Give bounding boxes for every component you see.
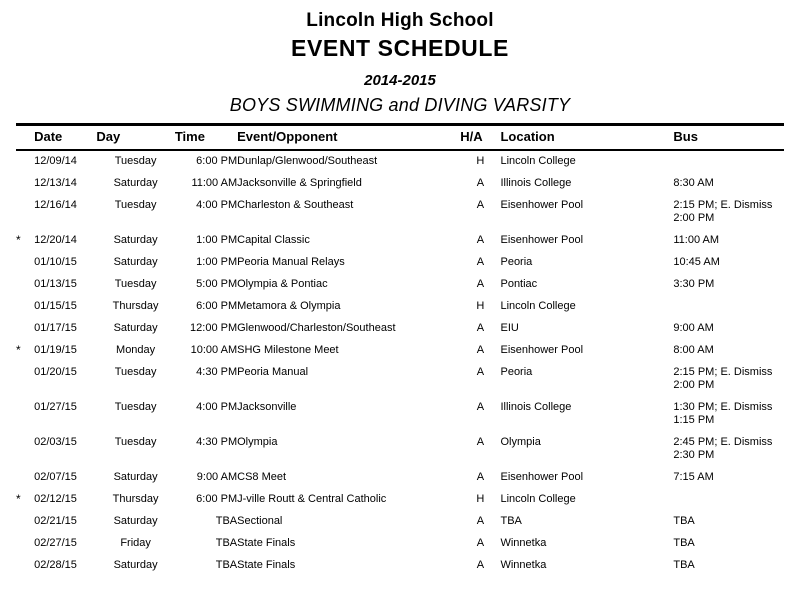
row-date: 02/27/15 <box>34 537 77 549</box>
row-star-marker: * <box>16 233 21 247</box>
table-row <box>16 340 784 362</box>
row-time: TBA <box>215 515 238 527</box>
row-day: Saturday <box>113 234 158 246</box>
table-row <box>16 195 784 230</box>
row-bus: TBA <box>673 559 695 571</box>
row-day: Monday <box>116 344 156 356</box>
row-event: Peoria Manual Relays <box>237 256 345 268</box>
row-location: Eisenhower Pool <box>500 234 584 246</box>
row-event: CS8 Meet <box>237 471 287 483</box>
row-star-marker <box>16 296 34 318</box>
row-bus: 8:30 AM <box>673 177 714 189</box>
row-star-marker <box>16 173 34 195</box>
row-time: 12:00 PM <box>190 322 238 334</box>
row-event: Sectional <box>237 515 283 527</box>
row-event: Glenwood/Charleston/Southeast <box>237 322 396 334</box>
team-label: BOYS SWIMMING and DIVING VARSITY <box>229 95 571 115</box>
season-label: 2014-2015 <box>364 72 436 89</box>
row-time: 9:00 AM <box>196 471 238 483</box>
column-header-ha: H/A <box>460 129 483 144</box>
row-star-marker <box>16 533 34 555</box>
table-row <box>16 467 784 489</box>
row-time: 5:00 PM <box>196 278 238 290</box>
row-day: Saturday <box>113 256 158 268</box>
column-header-time: Time <box>174 129 205 144</box>
schedule-table <box>16 126 784 577</box>
table-row <box>16 362 784 397</box>
row-day: Tuesday <box>114 278 157 290</box>
row-bus <box>673 296 784 318</box>
row-event: Dunlap/Glenwood/Southeast <box>237 155 378 167</box>
row-time: TBA <box>215 537 238 549</box>
table-header-row <box>16 126 784 150</box>
table-row <box>16 432 784 467</box>
row-day: Friday <box>120 537 151 549</box>
column-header-date: Date <box>34 129 63 144</box>
row-day: Saturday <box>113 177 158 189</box>
row-home-away: A <box>476 436 485 448</box>
row-bus: 11:00 AM <box>673 234 720 246</box>
row-location: Eisenhower Pool <box>500 344 584 356</box>
row-bus: 7:15 AM <box>673 471 714 483</box>
row-event: Charleston & Southeast <box>237 199 354 211</box>
row-date: 02/03/15 <box>34 436 77 448</box>
row-home-away: A <box>476 401 485 413</box>
row-bus: 2:15 PM; E. Dismiss 2:00 PM <box>673 199 773 224</box>
row-day: Thursday <box>112 300 159 312</box>
table-row <box>16 318 784 340</box>
row-bus: 8:00 AM <box>673 344 714 356</box>
page-title: EVENT SCHEDULE <box>291 35 509 61</box>
row-location: Eisenhower Pool <box>500 199 584 211</box>
row-home-away: A <box>476 537 485 549</box>
row-location: Lincoln College <box>500 155 576 167</box>
table-row <box>16 555 784 577</box>
row-event: SHG Milestone Meet <box>237 344 339 356</box>
row-bus: 2:15 PM; E. Dismiss 2:00 PM <box>673 366 773 391</box>
row-event: Metamora & Olympia <box>237 300 341 312</box>
row-event: Jacksonville <box>237 401 297 413</box>
row-day: Tuesday <box>114 199 157 211</box>
row-star-marker <box>16 511 34 533</box>
row-day: Saturday <box>113 559 158 571</box>
column-header-event: Event/Opponent <box>237 129 338 144</box>
row-date: 01/27/15 <box>34 401 77 413</box>
table-row <box>16 533 784 555</box>
row-event: Olympia & Pontiac <box>237 278 328 290</box>
row-star-marker: * <box>16 343 21 357</box>
row-location: Illinois College <box>500 401 572 413</box>
row-location: Winnetka <box>500 537 547 549</box>
column-header-bus: Bus <box>673 129 698 144</box>
row-location: Olympia <box>500 436 541 448</box>
row-date: 12/16/14 <box>34 199 77 211</box>
row-star-marker <box>16 467 34 489</box>
row-location: EIU <box>500 322 519 334</box>
table-row <box>16 252 784 274</box>
row-bus <box>673 489 784 511</box>
row-home-away: A <box>476 234 485 246</box>
table-row <box>16 173 784 195</box>
row-date: 01/15/15 <box>34 300 77 312</box>
row-time: TBA <box>215 559 238 571</box>
row-day: Tuesday <box>114 366 157 378</box>
row-date: 01/13/15 <box>34 278 77 290</box>
row-bus <box>673 150 784 173</box>
table-row <box>16 296 784 318</box>
row-home-away: H <box>476 300 485 312</box>
row-location: Winnetka <box>500 559 547 571</box>
row-event: Capital Classic <box>237 234 310 246</box>
row-home-away: A <box>476 515 485 527</box>
row-bus: 3:30 PM <box>673 278 715 290</box>
row-home-away: A <box>476 559 485 571</box>
row-date: 02/12/15 <box>34 493 77 505</box>
table-row <box>16 274 784 296</box>
row-home-away: A <box>476 177 485 189</box>
row-location: Peoria <box>500 366 533 378</box>
row-date: 01/20/15 <box>34 366 77 378</box>
row-event: Peoria Manual <box>237 366 309 378</box>
schedule-table-body <box>16 150 784 577</box>
row-location: Pontiac <box>500 278 538 290</box>
row-day: Saturday <box>113 515 158 527</box>
row-star-marker <box>16 252 34 274</box>
table-row <box>16 511 784 533</box>
document-header <box>16 0 784 117</box>
row-bus: 2:45 PM; E. Dismiss 2:30 PM <box>673 436 773 461</box>
column-header-location: Location <box>500 129 555 144</box>
row-day: Tuesday <box>114 155 157 167</box>
row-date: 02/07/15 <box>34 471 77 483</box>
row-bus: 10:45 AM <box>673 256 720 268</box>
row-star-marker <box>16 195 34 230</box>
row-time: 4:30 PM <box>196 366 238 378</box>
row-time: 11:00 AM <box>191 177 238 189</box>
row-event: J-ville Routt & Central Catholic <box>237 493 387 505</box>
row-event: Olympia <box>237 436 278 448</box>
row-date: 12/09/14 <box>34 155 77 167</box>
column-header-day: Day <box>96 129 121 144</box>
row-home-away: A <box>476 471 485 483</box>
row-time: 4:30 PM <box>196 436 238 448</box>
row-star-marker <box>16 150 34 173</box>
row-home-away: A <box>476 199 485 211</box>
row-event: Jacksonville & Springfield <box>237 177 362 189</box>
row-date: 12/13/14 <box>34 177 77 189</box>
row-day: Saturday <box>113 322 158 334</box>
row-star-marker: * <box>16 492 21 506</box>
row-bus: TBA <box>673 515 695 527</box>
row-bus: 1:30 PM; E. Dismiss 1:15 PM <box>673 401 773 426</box>
row-star-marker <box>16 274 34 296</box>
row-home-away: A <box>476 278 485 290</box>
row-home-away: A <box>476 344 485 356</box>
row-location: Lincoln College <box>500 493 576 505</box>
table-row <box>16 397 784 432</box>
row-date: 02/21/15 <box>34 515 77 527</box>
row-home-away: H <box>476 155 485 167</box>
row-time: 10:00 AM <box>190 344 238 356</box>
row-date: 01/19/15 <box>34 344 77 356</box>
row-location: Lincoln College <box>500 300 576 312</box>
table-row <box>16 150 784 173</box>
row-location: Illinois College <box>500 177 572 189</box>
row-date: 01/10/15 <box>34 256 77 268</box>
table-row <box>16 489 784 511</box>
row-star-marker <box>16 397 34 432</box>
row-star-marker <box>16 555 34 577</box>
row-day: Tuesday <box>114 436 157 448</box>
row-home-away: A <box>476 322 485 334</box>
row-location: TBA <box>500 515 522 527</box>
row-location: Peoria <box>500 256 533 268</box>
row-time: 6:00 PM <box>196 155 238 167</box>
row-time: 1:00 PM <box>196 256 238 268</box>
row-time: 4:00 PM <box>196 401 238 413</box>
row-bus: 9:00 AM <box>673 322 714 334</box>
row-time: 6:00 PM <box>196 300 238 312</box>
row-home-away: A <box>476 366 485 378</box>
school-name: Lincoln High School <box>306 10 494 31</box>
column-header-star <box>16 126 34 150</box>
row-event: State Finals <box>237 537 296 549</box>
row-date: 01/17/15 <box>34 322 77 334</box>
row-star-marker <box>16 362 34 397</box>
row-day: Saturday <box>113 471 158 483</box>
row-location: Eisenhower Pool <box>500 471 584 483</box>
row-date: 02/28/15 <box>34 559 77 571</box>
row-day: Tuesday <box>114 401 157 413</box>
row-bus: TBA <box>673 537 695 549</box>
row-time: 1:00 PM <box>196 234 238 246</box>
row-date: 12/20/14 <box>34 234 77 246</box>
row-star-marker <box>16 432 34 467</box>
row-home-away: A <box>476 256 485 268</box>
row-event: State Finals <box>237 559 296 571</box>
row-day: Thursday <box>112 493 159 505</box>
row-home-away: H <box>476 493 485 505</box>
row-star-marker <box>16 318 34 340</box>
row-time: 6:00 PM <box>196 493 238 505</box>
row-time: 4:00 PM <box>196 199 238 211</box>
table-row <box>16 230 784 252</box>
